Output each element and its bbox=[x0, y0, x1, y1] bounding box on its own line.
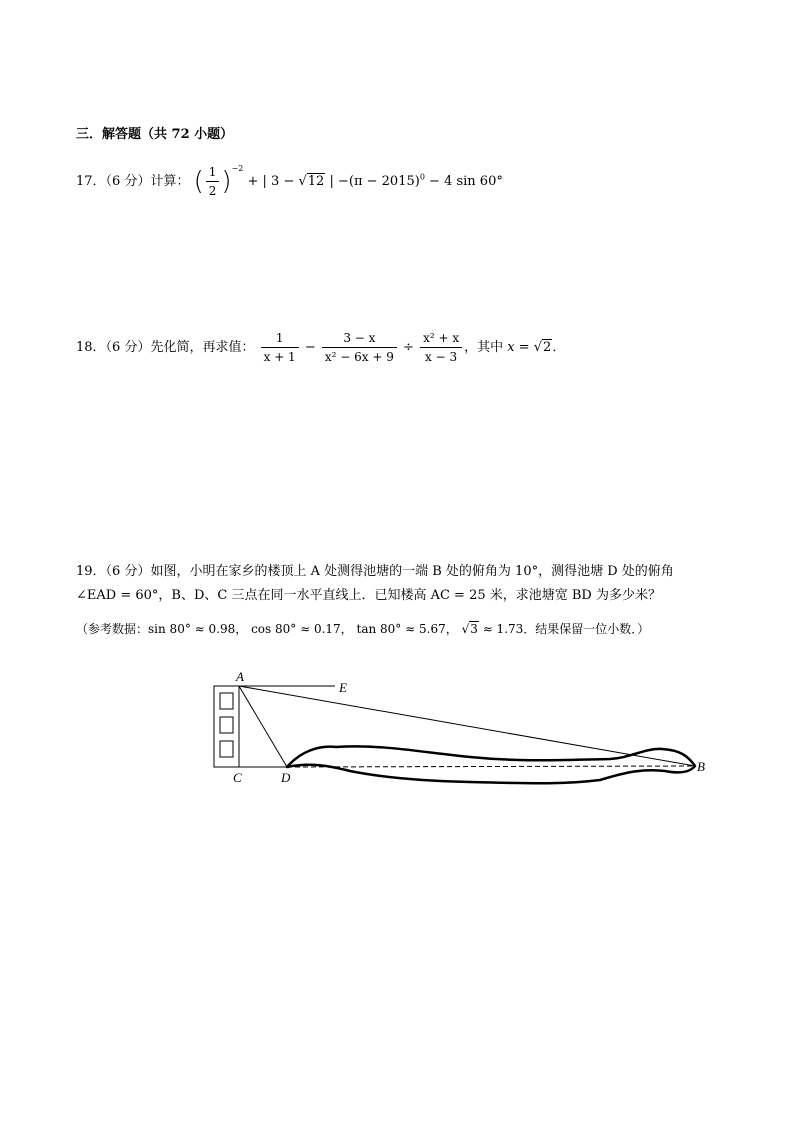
question-17: 17．（6 分）计算： ( $\frac{1}{2}$ )$^{-2}$ + | 3 − √12 | $-(\pi - 2015)^0 - 4$ sin 60° bbox=[76, 164, 503, 198]
q18-end: ． bbox=[552, 340, 566, 355]
q19-ref-sin: sin 80° ≈ 0.98 bbox=[148, 622, 236, 636]
q19-sep-3: ， bbox=[445, 622, 458, 636]
line-AD bbox=[239, 686, 287, 767]
q18-f3-den: x − 3 bbox=[425, 350, 458, 364]
building-window-1 bbox=[220, 693, 233, 709]
label-C: C bbox=[233, 770, 242, 785]
building bbox=[214, 686, 239, 767]
building-window-3 bbox=[220, 741, 233, 757]
q19-ref-tan: tan 80° ≈ 5.67 bbox=[356, 622, 446, 636]
q17-abs-b: | −(π − 2015) bbox=[329, 174, 420, 189]
q17-score: （6 分） bbox=[105, 174, 151, 189]
q17-prompt: 计算： bbox=[150, 174, 190, 189]
label-D: D bbox=[281, 770, 291, 785]
q17-tail: − 4 sin 60° bbox=[429, 174, 503, 189]
q18-f2-num: 3 − x bbox=[322, 330, 397, 348]
q17-left-paren: ( bbox=[193, 166, 204, 197]
building-window-2 bbox=[220, 717, 233, 733]
q17-half-num: 1 bbox=[206, 164, 220, 182]
q19-ref-sqrt3-approx: ≈ 1.73 bbox=[482, 622, 524, 636]
line-DB-dashed bbox=[287, 766, 695, 767]
q18-f3-num: x² + x bbox=[420, 330, 462, 348]
q19-ref-sqrt3: 3 bbox=[470, 622, 478, 636]
q18-f1-den: x + 1 bbox=[263, 350, 296, 364]
q17-half-den: 2 bbox=[208, 184, 217, 198]
q17-exp-zero: 0 bbox=[419, 172, 425, 182]
q17-right-paren: ) bbox=[221, 166, 232, 197]
question-18: 18．（6 分）先化简，再求值： $\frac{1}{x + 1}$ − $\frac{3 - x}{\text{x² − 6x + 9}}$ ÷ $\frac{\text{x² + x}}{x - 3}$ ，其中 x = √2． bbox=[76, 331, 566, 364]
pond-outline bbox=[287, 746, 695, 783]
q19-line1: 如图，小明在家乡的楼顶上 A 处测得池塘的一端 B 处的俯角为 10°，测得池塘 D 处的俯角 bbox=[150, 564, 674, 579]
label-A: A bbox=[236, 669, 244, 684]
q17-abs-a: + | 3 − bbox=[247, 174, 295, 189]
q17-exp-neg2: −2 bbox=[231, 164, 244, 173]
label-B: B bbox=[697, 759, 705, 774]
q18-prompt: 先化简，再求值： bbox=[150, 340, 255, 355]
q19-number: 19． bbox=[76, 564, 106, 579]
q18-score: （6 分） bbox=[105, 340, 151, 355]
q18-f2-den: x² − 6x + 9 bbox=[324, 350, 394, 364]
q19-line2: ∠EAD = 60°，B、D、C 三点在同一水平直线上．已知楼高 AC = 25 米，求池塘宽 BD 为多少米？ bbox=[76, 588, 661, 603]
q18-xeq: x = bbox=[507, 340, 530, 355]
q19-sep-1: ， bbox=[235, 622, 248, 636]
q18-where: ，其中 bbox=[464, 340, 504, 355]
q19-score: （6 分） bbox=[105, 564, 151, 579]
q19-ref-close: ．结果保留一位小数．） bbox=[523, 622, 650, 636]
label-E: E bbox=[339, 680, 347, 695]
section-title: 三．解答题（共 72 小题） bbox=[76, 127, 234, 142]
q18-minus: − bbox=[304, 340, 316, 355]
q17-sqrt12: 12 bbox=[307, 174, 325, 189]
q18-sqrt2: 2 bbox=[543, 340, 552, 355]
line-AB bbox=[239, 686, 695, 766]
q19-ref-open: （参考数据： bbox=[76, 622, 149, 636]
q18-f1-num: 1 bbox=[261, 330, 299, 348]
question-19-reference: （参考数据：sin 80° ≈ 0.98， cos 80° ≈ 0.17， tan 80° ≈ 5.67， √3 ≈ 1.73．结果保留一位小数．） bbox=[76, 622, 650, 636]
q19-ref-cos: cos 80° ≈ 0.17 bbox=[251, 622, 341, 636]
q18-number: 18． bbox=[76, 340, 106, 355]
q19-sep-2: ， bbox=[340, 622, 353, 636]
q17-number: 17． bbox=[76, 174, 106, 189]
q18-div: ÷ bbox=[403, 340, 414, 355]
